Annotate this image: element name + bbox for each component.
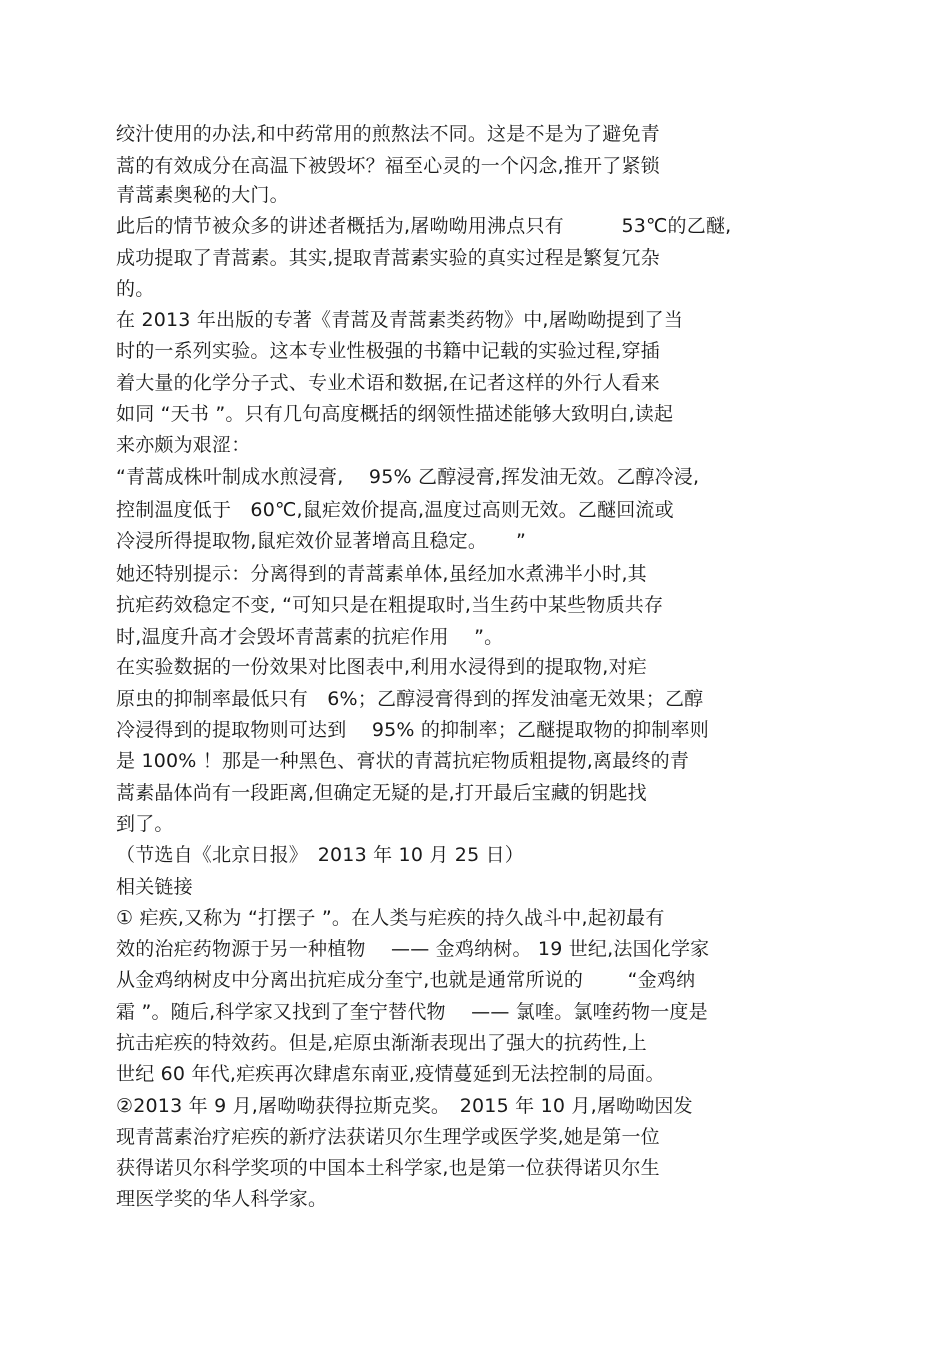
text-line: 着大量的化学分子式、专业术语和数据,在记者这样的外行人看来: [116, 372, 660, 394]
text-line: 她还特别提示：分离得到的青蒿素单体,虽经加水煮沸半小时,其: [116, 563, 647, 585]
text-line: 控制温度低于 60℃,鼠疟效价提高,温度过高则无效。乙醚回流或: [116, 499, 674, 521]
text-line: 从金鸡纳树皮中分离出抗疟成分奎宁,也就是通常所说的 “金鸡纳: [116, 969, 696, 991]
section-heading: 相关链接: [116, 876, 193, 898]
text-line: 霜 ”。随后,科学家又找到了奎宁替代物 —— 氯喹。氯喹药物一度是: [116, 1001, 708, 1023]
text-line: 此后的情节被众多的讲述者概括为,屠呦呦用沸点只有 53℃的乙醚,: [116, 215, 732, 237]
text-line: 抗疟药效稳定不变, “可知只是在粗提取时,当生药中某些物质共存: [116, 594, 664, 616]
text-line: 现青蒿素治疗疟疾的新疗法获诺贝尔生理学或医学奖,她是第一位: [116, 1126, 660, 1148]
text-line: 时的一系列实验。这本专业性极强的书籍中记载的实验过程,穿插: [116, 340, 660, 362]
text-line: 到了。: [116, 813, 174, 835]
text-line: 在实验数据的一份效果对比图表中,利用水浸得到的提取物,对疟: [116, 656, 647, 678]
text-line: 来亦颇为艰涩：: [116, 434, 251, 456]
text-line: 在 2013 年出版的专著《青蒿及青蒿素类药物》中,屠呦呦提到了当: [116, 309, 684, 331]
text-line: 抗击疟疾的特效药。但是,疟原虫渐渐表现出了强大的抗药性,上: [116, 1032, 647, 1054]
text-line: 蒿的有效成分在高温下被毁坏？福至心灵的一个闪念,推开了紧锁: [116, 155, 660, 177]
text-line: 冷浸所得提取物,鼠疟效价显著增高且稳定。 ”: [116, 530, 526, 552]
text-line: 青蒿素奥秘的大门。: [116, 184, 289, 206]
source-citation: （节选自《北京日报》 2013 年 10 月 25 日）: [116, 844, 525, 866]
text-line: “青蒿成株叶制成水煎浸膏, 95% 乙醇浸膏,挥发油无效。乙醇冷浸,: [116, 466, 700, 488]
text-line: 理医学奖的华人科学家。: [116, 1188, 328, 1210]
text-line: 效的治疟药物源于另一种植物 —— 金鸡纳树。 19 世纪,法国化学家: [116, 938, 710, 960]
text-line: 时,温度升高才会毁坏青蒿素的抗疟作用 ”。: [116, 626, 504, 648]
text-line: 的。: [116, 278, 155, 300]
text-line: ① 疟疾,又称为 “打摆子 ”。在人类与疟疾的持久战斗中,起初最有: [116, 907, 665, 929]
text-line: 世纪 60 年代,疟疾再次肆虐东南亚,疫情蔓延到无法控制的局面。: [116, 1063, 665, 1085]
text-line: 如同 “天书 ”。只有几句高度概括的纲领性描述能够大致明白,读起: [116, 403, 674, 425]
text-line: 冷浸得到的提取物则可达到 95% 的抑制率；乙醚提取物的抑制率则: [116, 719, 709, 741]
text-line: 成功提取了青蒿素。其实,提取青蒿素实验的真实过程是繁复冗杂: [116, 247, 660, 269]
text-line: 原虫的抑制率最低只有 6%；乙醇浸膏得到的挥发油毫无效果；乙醇: [116, 688, 704, 710]
text-line: 获得诺贝尔科学奖项的中国本土科学家,也是第一位获得诺贝尔生: [116, 1157, 660, 1179]
text-line: 是 100% ！那是一种黑色、膏状的青蒿抗疟物质粗提物,离最终的青: [116, 750, 690, 772]
text-line: 绞汁使用的办法,和中药常用的煎熬法不同。这是不是为了避免青: [116, 123, 660, 145]
text-line: ②2013 年 9 月,屠呦呦获得拉斯克奖。 2015 年 10 月,屠呦呦因发: [116, 1095, 693, 1117]
text-line: 蒿素晶体尚有一段距离,但确定无疑的是,打开最后宝藏的钥匙找: [116, 782, 647, 804]
